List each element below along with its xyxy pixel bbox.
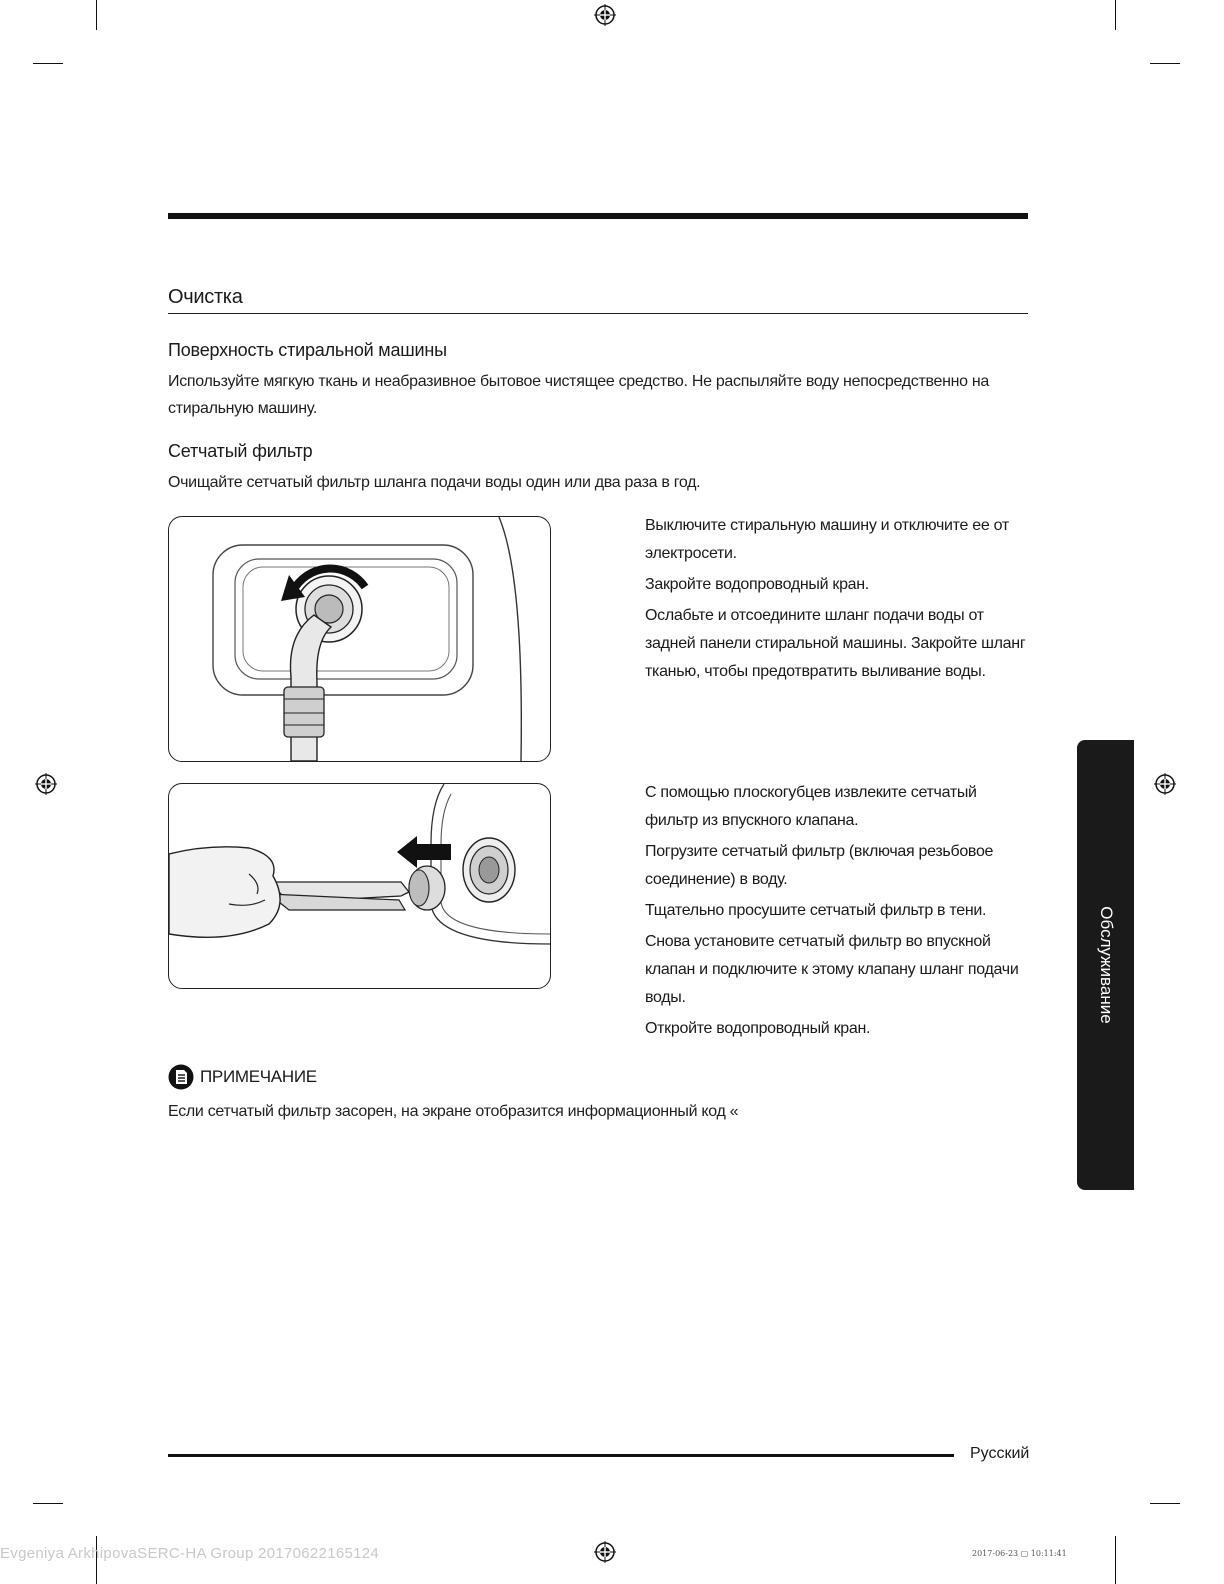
list-item: Выключите стиральную машину и отключите ее от электросети.	[645, 517, 1009, 562]
list-item: Тщательно просушите сетчатый фильтр в тени.	[645, 902, 987, 919]
chapter-tab-label: Обслуживание	[1096, 906, 1116, 1024]
list-item: Погрузите сетчатый фильтр (включая резьбовое соединение) в воду.	[645, 843, 994, 888]
list-item: Откройте водопроводный кран.	[645, 1020, 871, 1037]
footer-rule	[168, 1454, 954, 1457]
steps-list-b	[645, 779, 1030, 1046]
note-text: Если сетчатый фильтр засорен, на экране отобразится информационный код «	[168, 1103, 739, 1120]
crop-mark	[96, 0, 97, 30]
list-item: Ослабьте и отсоедините шланг подачи воды от задней панели стиральной машины. Закройте шланг тканью, чтобы предотвратить выливание воды.	[645, 607, 1026, 680]
registration-mark-icon	[35, 773, 57, 795]
crop-mark	[1115, 1536, 1116, 1584]
surface-heading: Поверхность стиральной машины	[168, 340, 447, 360]
filter-removal-illustration	[169, 784, 550, 988]
registration-mark-icon	[594, 1541, 616, 1563]
filter-intro: Очищайте сетчатый фильтр шланга подачи воды один или два раза в год.	[168, 474, 701, 491]
figure-filter-removal	[168, 783, 551, 989]
filter-heading: Сетчатый фильтр	[168, 441, 313, 461]
crop-mark	[33, 1503, 63, 1504]
list-item: Закройте водопроводный кран.	[645, 576, 869, 593]
note-label: ПРИМЕЧАНИЕ	[200, 1067, 317, 1086]
print-slug-left: Evgeniya ArkhipovaSERC-HA Group 20170622165124	[0, 1545, 380, 1562]
top-rule	[168, 213, 1028, 219]
print-slug-right: 2017-06-23 ▢ 10:11:41	[972, 1549, 1067, 1558]
chapter-tab	[1077, 740, 1134, 1190]
note-header	[168, 1064, 317, 1090]
section-rule	[168, 313, 1028, 314]
figure-hose-disconnect	[168, 516, 551, 762]
registration-mark-icon	[594, 4, 616, 26]
crop-mark	[33, 63, 63, 64]
list-item: Снова установите сетчатый фильтр во впускной клапан и подключите к этому клапану шланг подачи воды.	[645, 933, 1019, 1006]
crop-mark	[1115, 0, 1116, 30]
crop-mark	[1150, 1503, 1180, 1504]
section-title: Очистка	[168, 286, 243, 308]
list-item: С помощью плоскогубцев извлеките сетчатый фильтр из впускного клапана.	[645, 784, 977, 829]
note-icon	[168, 1064, 194, 1090]
footer-language: Русский	[970, 1445, 1030, 1462]
surface-text: Используйте мягкую ткань и неабразивное бытовое чистящее средство. Не распыляйте воду непосредственно на стиральную машину.	[168, 373, 990, 417]
registration-mark-icon	[1154, 773, 1176, 795]
steps-list-a	[645, 512, 1030, 689]
hose-disconnect-illustration	[169, 517, 550, 761]
crop-mark	[1150, 63, 1180, 64]
